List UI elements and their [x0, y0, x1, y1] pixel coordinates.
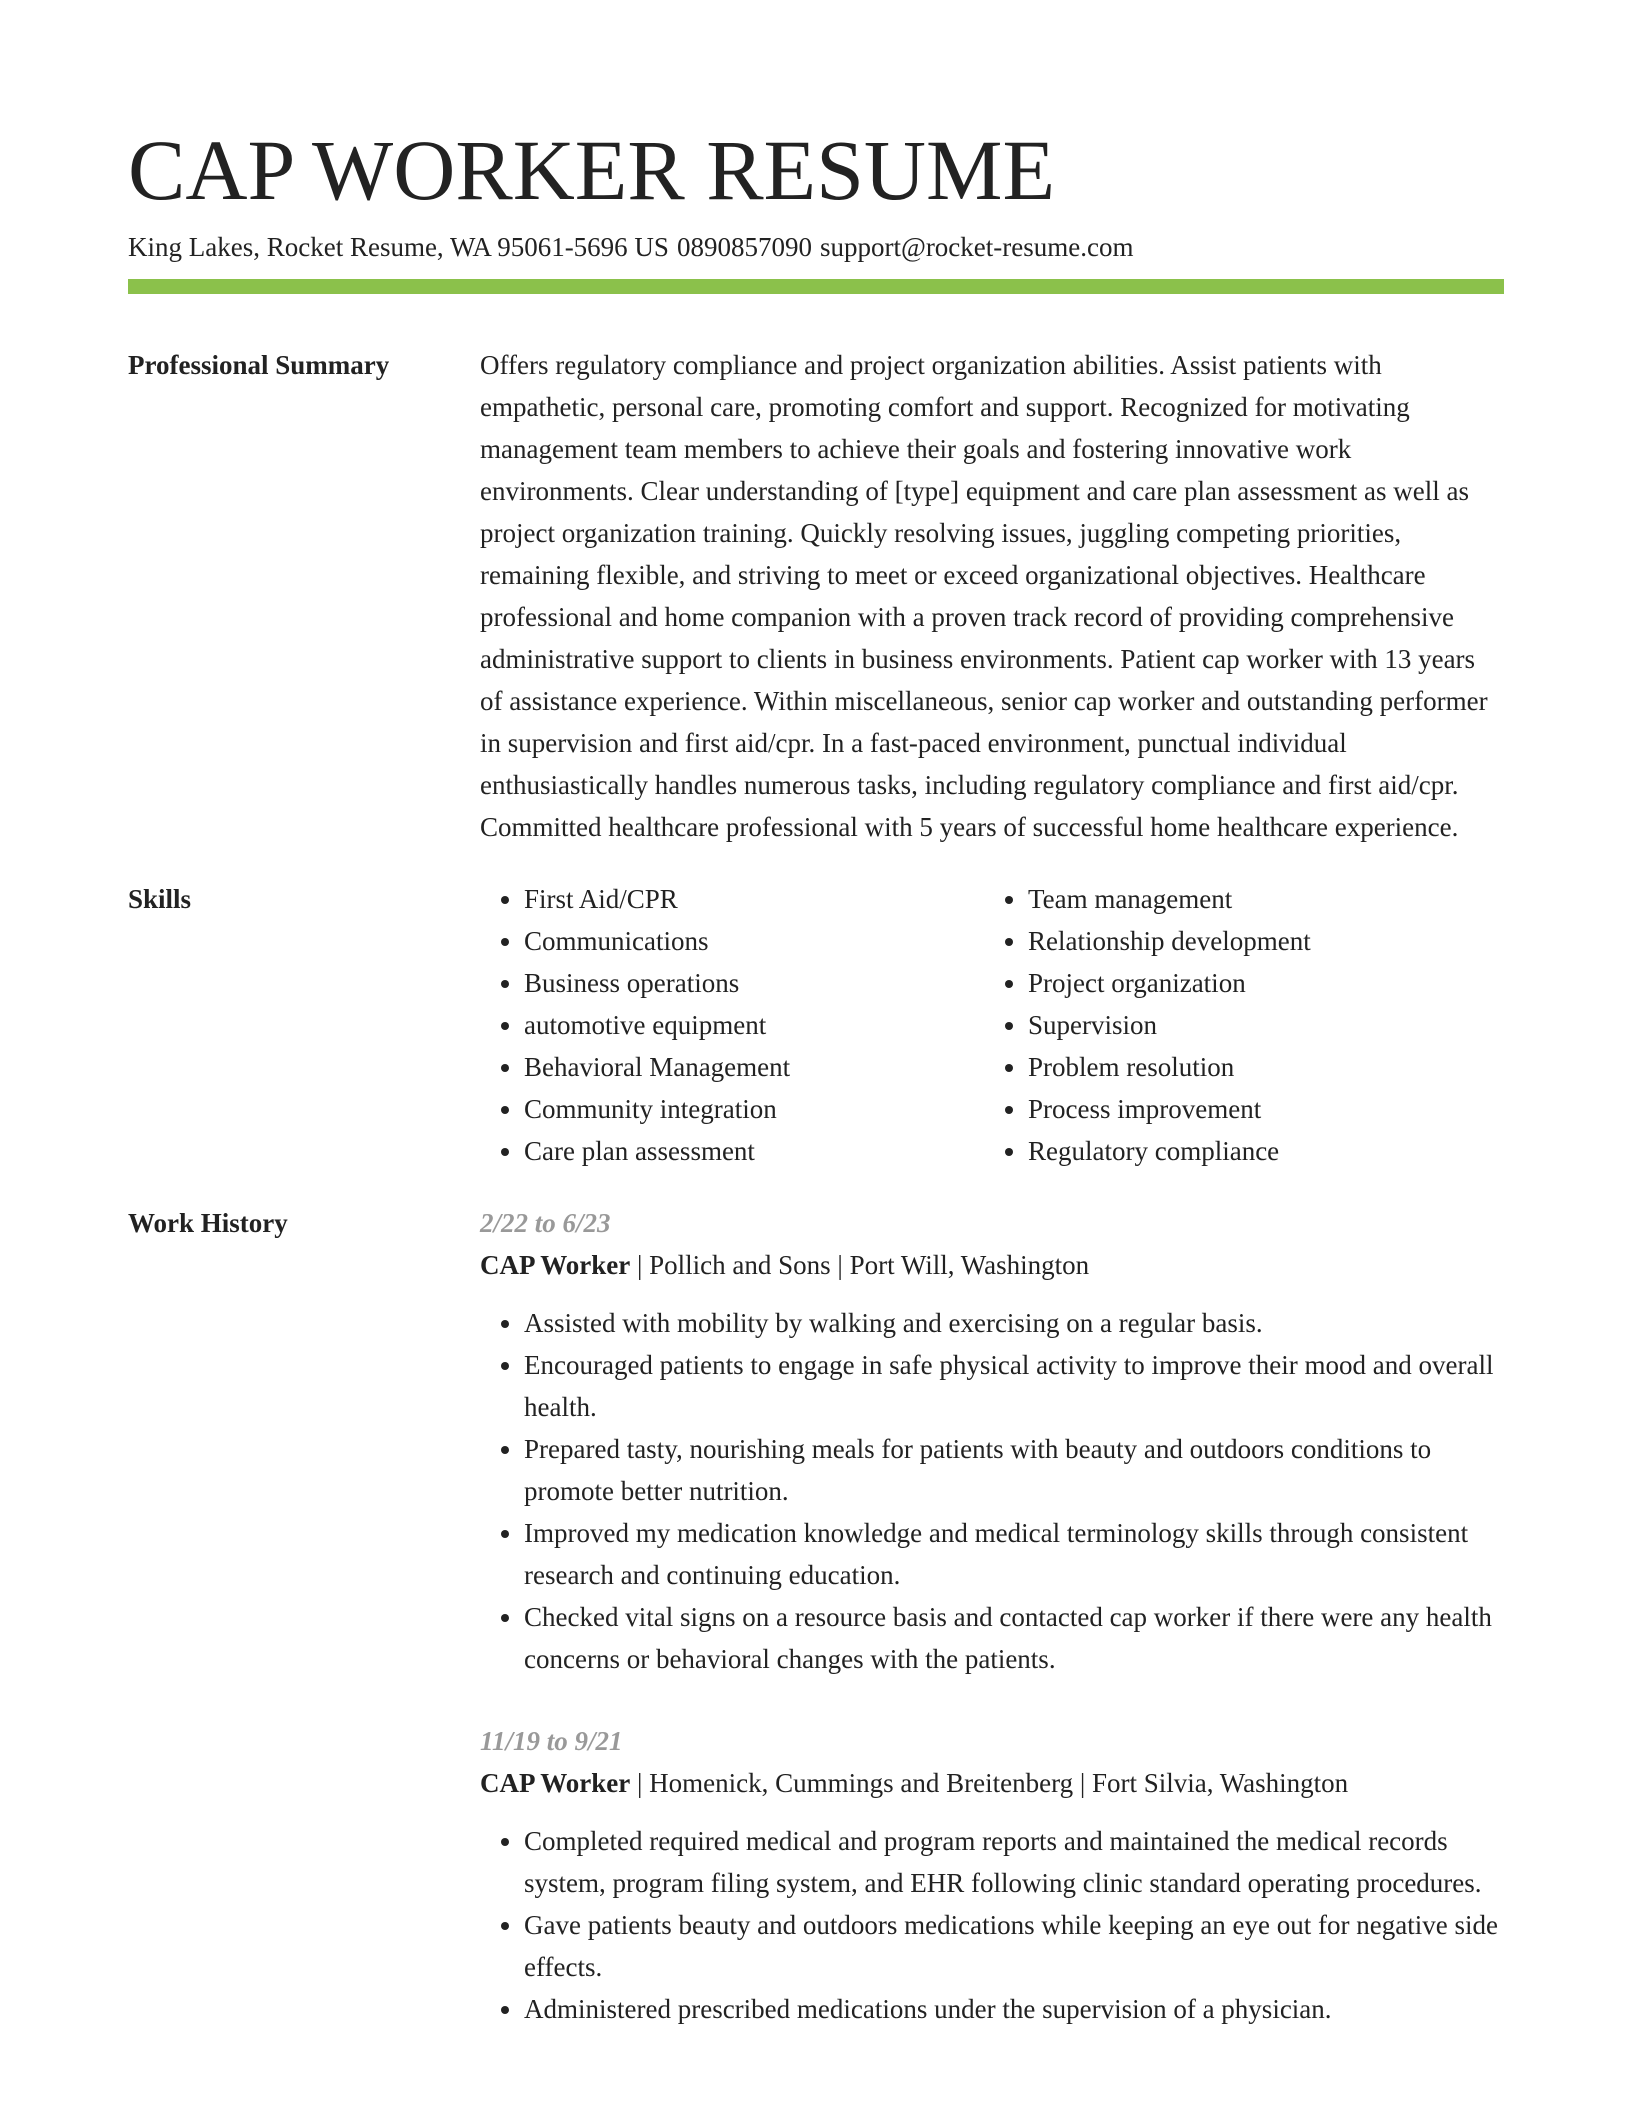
job-bullet: • Encouraged patients to engage in safe physical activity to improve their mood and overall health.	[524, 1344, 1504, 1428]
contact-email: support@rocket-resume.com	[819, 232, 1134, 262]
skill-item: • Community integration	[524, 1088, 984, 1130]
job-bullet: • Gave patients beauty and outdoors medications while keeping an eye out for negative side effects.	[524, 1904, 1504, 1988]
job-role: CAP Worker	[480, 1768, 631, 1798]
job-bullet: • Assisted with mobility by walking and exercising on a regular basis.	[524, 1302, 1504, 1344]
skill-item: • Problem resolution	[1028, 1046, 1488, 1088]
skill-item: • Relationship development	[1028, 920, 1488, 962]
job-role: CAP Worker	[480, 1250, 631, 1280]
job-bullet: • Administered prescribed medications under the supervision of a physician.	[524, 1988, 1504, 2030]
resume-page	[128, 120, 1504, 2070]
summary-content	[480, 344, 1504, 848]
job-role-line	[480, 1244, 1504, 1286]
skill-item: • Project organization	[1028, 962, 1488, 1004]
job-bullet: • Completed required medical and program reports and maintained the medical records system, program filing system, and EHR following clinic standard operating procedures.	[524, 1820, 1504, 1904]
work-history-content	[480, 1202, 1504, 2070]
skill-item: • Behavioral Management	[524, 1046, 984, 1088]
contact-phone: 0890857090	[676, 232, 812, 262]
resume-title: CAP WORKER RESUME	[128, 122, 1056, 218]
job-dates: 11/19 to 9/21	[480, 1726, 623, 1756]
job-bullet: • Checked vital signs on a resource basis and contacted cap worker if there were any health concerns or behavioral changes with the patients.	[524, 1596, 1504, 1680]
skill-item: • Business operations	[524, 962, 984, 1004]
skill-item: • Team management	[1028, 878, 1488, 920]
job-bullets	[480, 1302, 1504, 1680]
skills-section	[128, 878, 1504, 1172]
skill-item: • Care plan assessment	[524, 1130, 984, 1172]
skills-list-right	[984, 878, 1488, 1172]
work-history-section	[128, 1202, 1504, 2070]
job-entry	[480, 1202, 1504, 1680]
skill-item: • First Aid/CPR	[524, 878, 984, 920]
job-role-line	[480, 1762, 1504, 1804]
job-details: | Pollich and Sons | Port Will, Washington	[630, 1250, 1090, 1280]
summary-section	[128, 344, 1504, 848]
job-bullets	[480, 1820, 1504, 2030]
summary-label: Professional Summary	[128, 350, 390, 380]
skill-item: • Regulatory compliance	[1028, 1130, 1488, 1172]
job-bullet: • Prepared tasty, nourishing meals for patients with beauty and outdoors conditions to promote better nutrition.	[524, 1428, 1504, 1512]
header-divider	[128, 279, 1504, 294]
work-history-label: Work History	[128, 1208, 288, 1238]
skills-label: Skills	[128, 884, 192, 914]
job-bullet: • Improved my medication knowledge and medical terminology skills through consistent research and continuing education.	[524, 1512, 1504, 1596]
contact-line	[128, 230, 1504, 264]
skill-item: • automotive equipment	[524, 1004, 984, 1046]
job-entry	[480, 1720, 1504, 2030]
job-details: | Homenick, Cummings and Breitenberg | Fort Silvia, Washington	[630, 1768, 1349, 1798]
skills-content	[480, 878, 1504, 1172]
skills-list-left	[480, 878, 984, 1172]
skill-item: • Supervision	[1028, 1004, 1488, 1046]
contact-address: King Lakes, Rocket Resume, WA 95061-5696 US	[128, 232, 669, 262]
skill-item: • Process improvement	[1028, 1088, 1488, 1130]
job-dates: 2/22 to 6/23	[480, 1208, 611, 1238]
summary-text: Offers regulatory compliance and project organization abilities. Assist patients with empathetic, personal care, promoting comfort and support. Recognized for motivating management team members to achieve their goals and fostering innovative work environments. Clear understanding of [type] equipment and care plan assessment as well as project organization training. Quickly resolving issues, juggling competing priorities, remaining flexible, and striving to meet or exceed organizational objectives. Healthcare professional and home companion with a proven track record of providing comprehensive administrative support to clients in business environments. Patient cap worker with 13 years of assistance experience. Within miscellaneous, senior cap worker and outstanding performer in supervision and first aid/cpr. In a fast-paced environment, punctual individual enthusiastically handles numerous tasks, including regulatory compliance and first aid/cpr. Committed healthcare professional with 5 years of successful home healthcare experience.	[480, 350, 1488, 842]
skill-item: • Communications	[524, 920, 984, 962]
